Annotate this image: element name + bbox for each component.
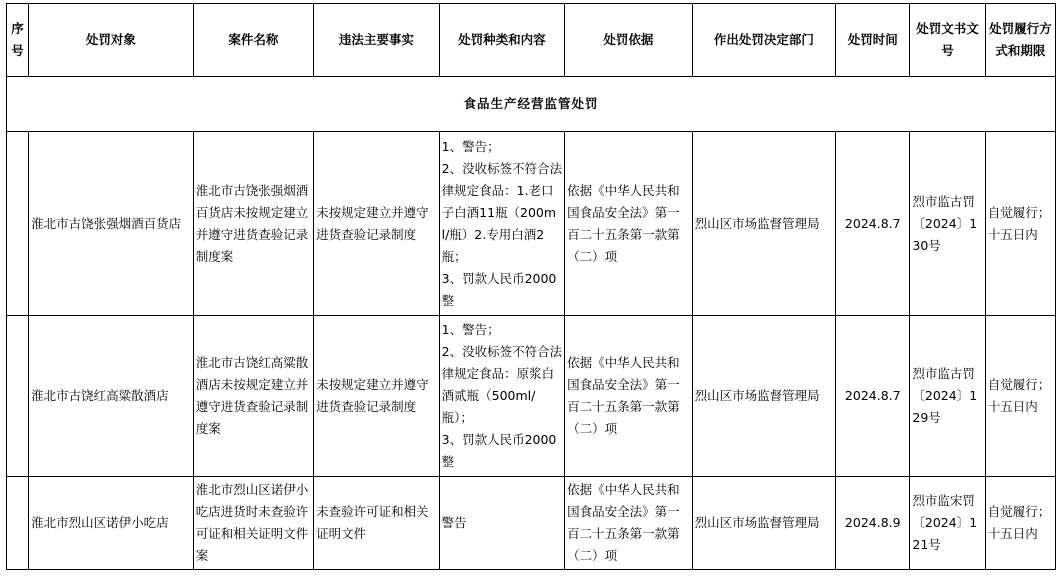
table-row [7,132,1056,316]
table-row [7,316,1056,477]
row-date: 2024.8.9 [836,477,910,570]
header-doc-no: 处罚文书文号 [910,4,985,77]
row-penalty [439,132,564,316]
row-date: 2024.8.7 [836,132,910,316]
row-fulfillment: 自觉履行；十五日内 [985,477,1055,570]
penalty-line: 2、没收标签不符合法律规定食品：1.老口子白酒11瓶（200ml/瓶）2.专用白酒2瓶； [441,160,563,264]
row-penalty [439,477,564,570]
penalty-table [6,3,1056,570]
row-department: 烈山区市场监督管理局 [692,132,836,316]
row-index [7,316,29,477]
header-date: 处罚时间 [836,4,910,77]
row-doc-no: 烈市监古罚〔2024〕130号 [910,132,985,316]
row-facts: 未按规定建立并遵守进货查验记录制度 [314,132,439,316]
row-fulfillment: 自觉履行；十五日内 [985,316,1055,477]
row-case-name: 淮北市烈山区诺伊小吃店进货时未查验许可证和相关证明文件案 [193,477,313,570]
penalty-line: 警告 [441,515,467,530]
row-facts: 未查验许可证和相关证明文件 [314,477,439,570]
penalty-line: 1、警告； [441,138,500,154]
row-index [7,132,29,316]
row-basis: 依据《中华人民共和国食品安全法》第一百二十五条第一款第（二）项 [565,477,692,570]
penalty-line: 1、警告； [441,322,500,337]
row-case-name: 淮北市古饶张强烟酒百货店未按规定建立并遵守进货查验记录制度案 [193,132,313,316]
row-target: 淮北市烈山区诺伊小吃店 [29,477,194,570]
header-department: 作出处罚决定部门 [692,4,836,77]
table-row [7,477,1056,570]
row-index [7,477,29,570]
header-basis: 处罚依据 [565,4,692,77]
header-index: 序号 [7,4,29,77]
header-fulfillment: 处罚履行方式和期限 [985,4,1055,77]
row-department: 烈山区市场监督管理局 [692,316,836,477]
row-doc-no: 烈市监宋罚〔2024〕121号 [910,477,985,570]
row-doc-no: 烈市监古罚〔2024〕129号 [910,316,985,477]
row-fulfillment: 自觉履行；十五日内 [985,132,1055,316]
row-target: 淮北市古饶红高粱散酒店 [29,316,194,477]
penalty-line: 2、没收标签不符合法律规定食品：原浆白酒贰瓶（500ml/瓶）； [441,344,563,425]
row-date: 2024.8.7 [836,316,910,477]
penalty-line: 3、罚款人民币2000整 [441,432,557,469]
header-target: 处罚对象 [29,4,194,77]
header-case-name: 案件名称 [193,4,313,77]
row-facts: 未按规定建立并遵守进货查验记录制度 [314,316,439,477]
header-penalty: 处罚种类和内容 [439,4,564,77]
row-target: 淮北市古饶张强烟酒百货店 [29,132,194,316]
row-case-name: 淮北市古饶红高粱散酒店未按规定建立并遵守进货查验记录制度案 [193,316,313,477]
row-penalty [439,316,564,477]
row-basis: 依据《中华人民共和国食品安全法》第一百二十五条第一款第（二）项 [565,316,692,477]
page-title: 食品生产经营监管处罚 [7,77,1056,132]
penalty-line: 3、罚款人民币2000整 [441,270,557,308]
row-department: 烈山区市场监督管理局 [692,477,836,570]
header-facts: 违法主要事实 [314,4,439,77]
row-basis: 依据《中华人民共和国食品安全法》第一百二十五条第一款第（二）项 [565,132,692,316]
